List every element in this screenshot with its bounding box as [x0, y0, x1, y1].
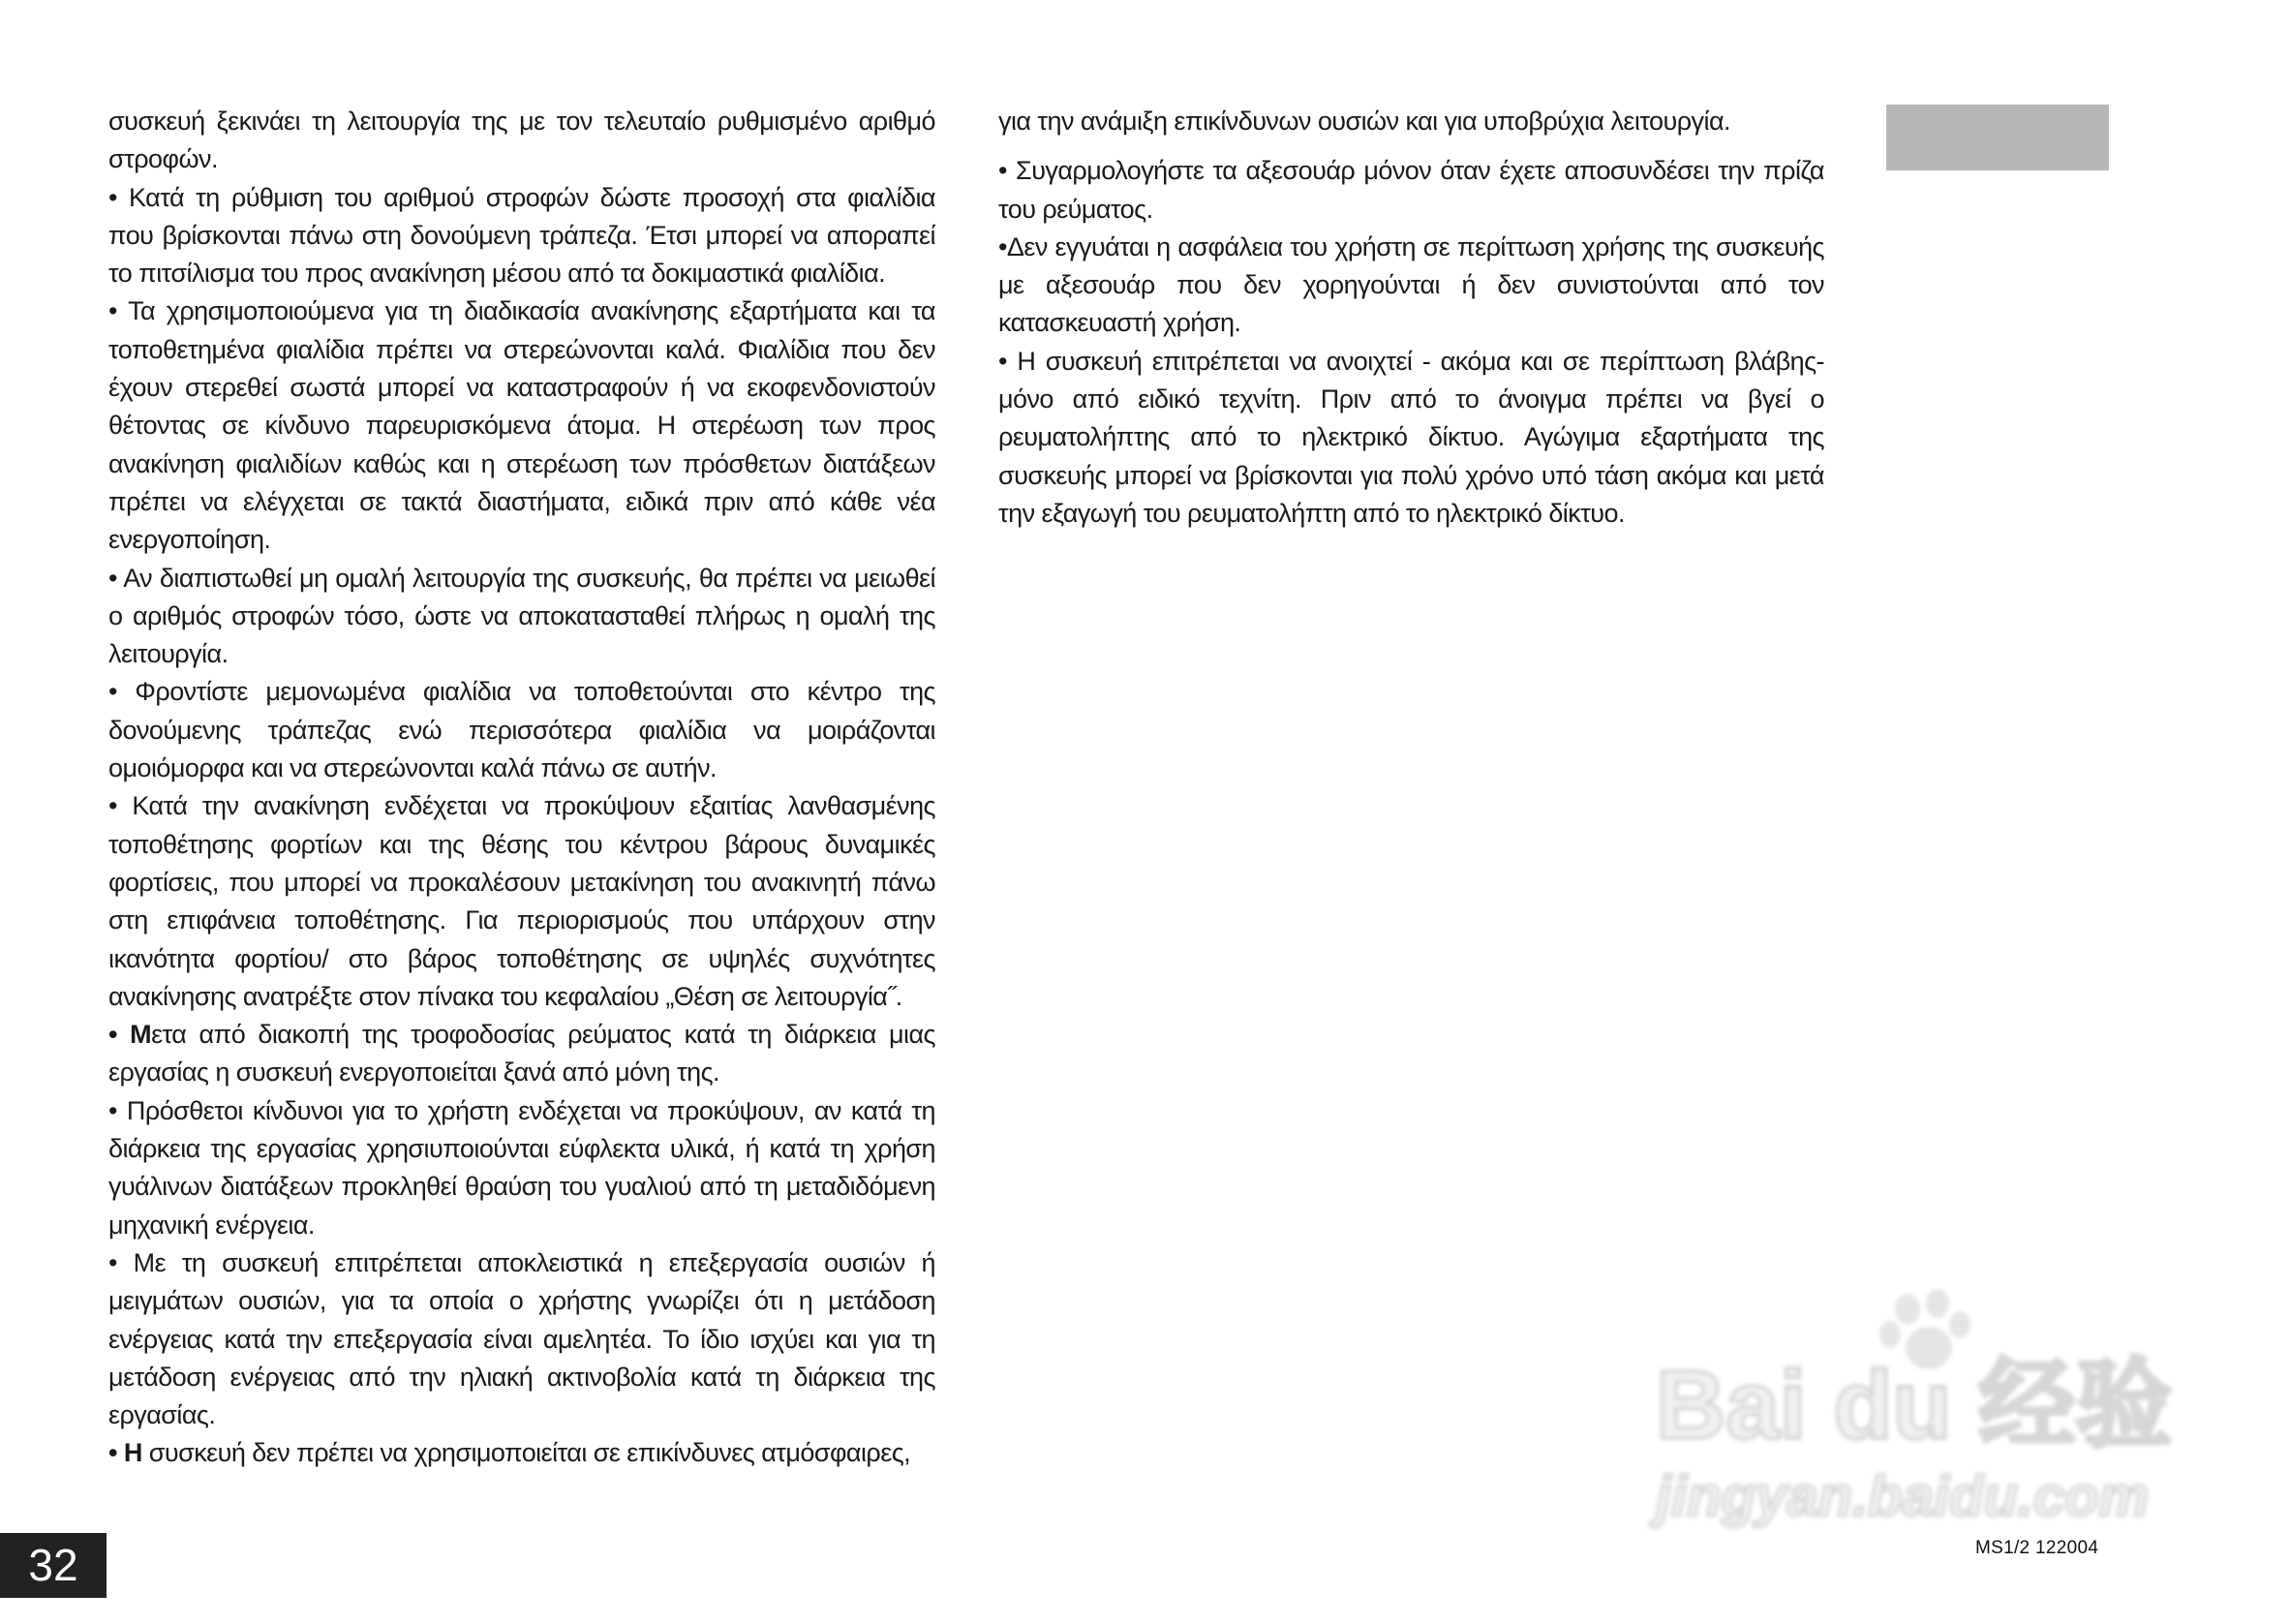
document-code: MS1/2 122004 [1975, 1538, 2099, 1558]
paragraph: • Η συσκευή δεν πρέπει να χρησιμοποιείται σε επικίνδυνες ατμόσφαιρες, [108, 1438, 911, 1468]
paragraph: • Πρόσθετοι κίνδυνοι για το χρήστη ενδέχεται να προκύψουν, αν κατά τη διάρκεια της εργασίας χρησιυποιούνται εύφλεκτα υλικά, ή κατά τη χρήση γυάλινων διατάξεων προκληθεί θραύση του γυαλιού από τη μεταδιδόμενη μηχανική ενέργεια. [108, 1095, 935, 1240]
right-text-column [998, 103, 1824, 533]
page-number: 32 [0, 1533, 107, 1598]
paragraph: • Συγαρμολογήστε τα αξεσουάρ μόνον όταν έχετε αποσυνδέσει την πρίζα του ρεύματος. [998, 156, 1824, 224]
paragraph: • Τα χρησιμοποιούμενα για τη διαδικασία ανακίνησης εξαρτήματα και τα τοποθετημένα φιαλίδια πρέπει να στερεώνονται καλά. Φιαλίδια που δεν έχουν στερεθεί σωστά μπορεί να καταστραφούν ή να εκοφενδονιστούν θέτοντας σε κίνδυνο παρευρισκόμενα άτομα. Η στερέωση των προς ανακίνηση φιαλιδίων καθώς και η στερέωση των πρόσθετων διατάξεων πρέπει να ελέγχεται σε τακτά διαστήματα, ειδικά πριν από κάθε νέα ενεργοποίηση. [108, 296, 935, 555]
paragraph: • Η συσκευή επιτρέπεται να ανοιχτεί - ακόμα και σε περίπτωση βλάβης- μόνο από ειδικό τεχνίτη. Πριν από το άνοιγμα πρέπει να βγεί ο ρευματολήπτης από το ηλεκτρικό δίκτυο. Αγώγιμα εξαρτήματα της συσκευής μπορεί να βρίσκονται για πολύ χρόνο υπό τάση ακόμα και μετά την εξαγωγή του ρευματολήπτη από το ηλεκτρικό δίκτυο. [998, 346, 1824, 528]
paragraph: • Με τη συσκευή επιτρέπεται αποκλειστικά η επεξεργασία ουσιών ή μειγμάτων ουσιών, για τα οποία ο χρήστης γνωρίζει ότι η μετάδοση ενέργειας κατά την επεξεργασία είναι αμελητέα. Το ίδιο ισχύει και για τη μετάδοση ενέργειας από την ηλιακή ακτινοβολία κατά τη διάρκεια της εργασίας. [108, 1247, 935, 1430]
paragraph: συσκευή ξεκινάει τη λειτουργία της με τον τελευταίο ρυθμισμένο αριθμό στροφών. [108, 107, 935, 174]
paragraph: • Μετα από διακοπή της τροφοδοσίας ρεύματος κατά τη διάρκεια μιας εργασίας η συσκευή ενεργοποιείται ξανά από μόνη της. [108, 1020, 935, 1088]
baidu-watermark-logo [1636, 1288, 2179, 1549]
left-text-column [108, 103, 935, 1473]
paragraph: • Κατά τη ρύθμιση του αριθμού στροφών δώστε προσοχή στα φιαλίδια που βρίσκονται πάνω στη δονούμενη τράπεζα. Έτσι μπορεί να αποραπεί το πιτσίλισμα του προς ανακίνηση μέσου από τα δοκιμαστικά φιαλίδια. [108, 182, 935, 289]
paragraph: • Φροντίστε μεμονωμένα φιαλίδια να τοποθετούνται στο κέντρο της δονούμενης τράπεζας ενώ περισσότερα φιαλίδια να μοιράζονται ομοιόμορφα και να στερεώνονται καλά πάνω σε αυτήν. [108, 677, 935, 783]
watermark-brand: Bai du 经验 [1656, 1351, 2173, 1459]
watermark-url: jingyan.baidu.com [1656, 1465, 2150, 1528]
paragraph: • Αν διαπιστωθεί μη ομαλή λειτουργία της συσκευής, θα πρέπει να μειωθεί ο αριθμός στροφών τόσο, ώστε να αποκατασταθεί πλήρως η ομαλή της λειτουργία. [108, 563, 935, 669]
paragraph: για την ανάμιξη επικίνδυνων ουσιών και για υποβρύχια λειτουργία. [998, 107, 1730, 136]
section-marker-box [1886, 105, 2109, 170]
paragraph: •Δεν εγγυάται η ασφάλεια του χρήστη σε περίττωση χρήσης της συσκευής με αξεσουάρ που δεν χορηγούνται ή δεν συνιστούνται από τον κατασκευαστή χρήση. [998, 231, 1824, 338]
paragraph: • Κατά την ανακίνηση ενδέχεται να προκύψουν εξαιτίας λανθασμένης τοποθέτησης φορτίων και της θέσης του κέντρου βάρους δυναμικές φορτίσεις, που μπορεί να προκαλέσουν μετακίνηση του ανακινητή πάνω στη επιφάνεια τοποθέτησης. Για περιορισμούς που υπάρχουν στην ικανότητα φορτίου/ στο βάρος τοποθέτησης σε υψηλές συχνότητες ανακίνησης ανατρέξτε στον πίνακα του κεφαλαίου „Θέση σε λειτουργία˝. [108, 791, 935, 1011]
